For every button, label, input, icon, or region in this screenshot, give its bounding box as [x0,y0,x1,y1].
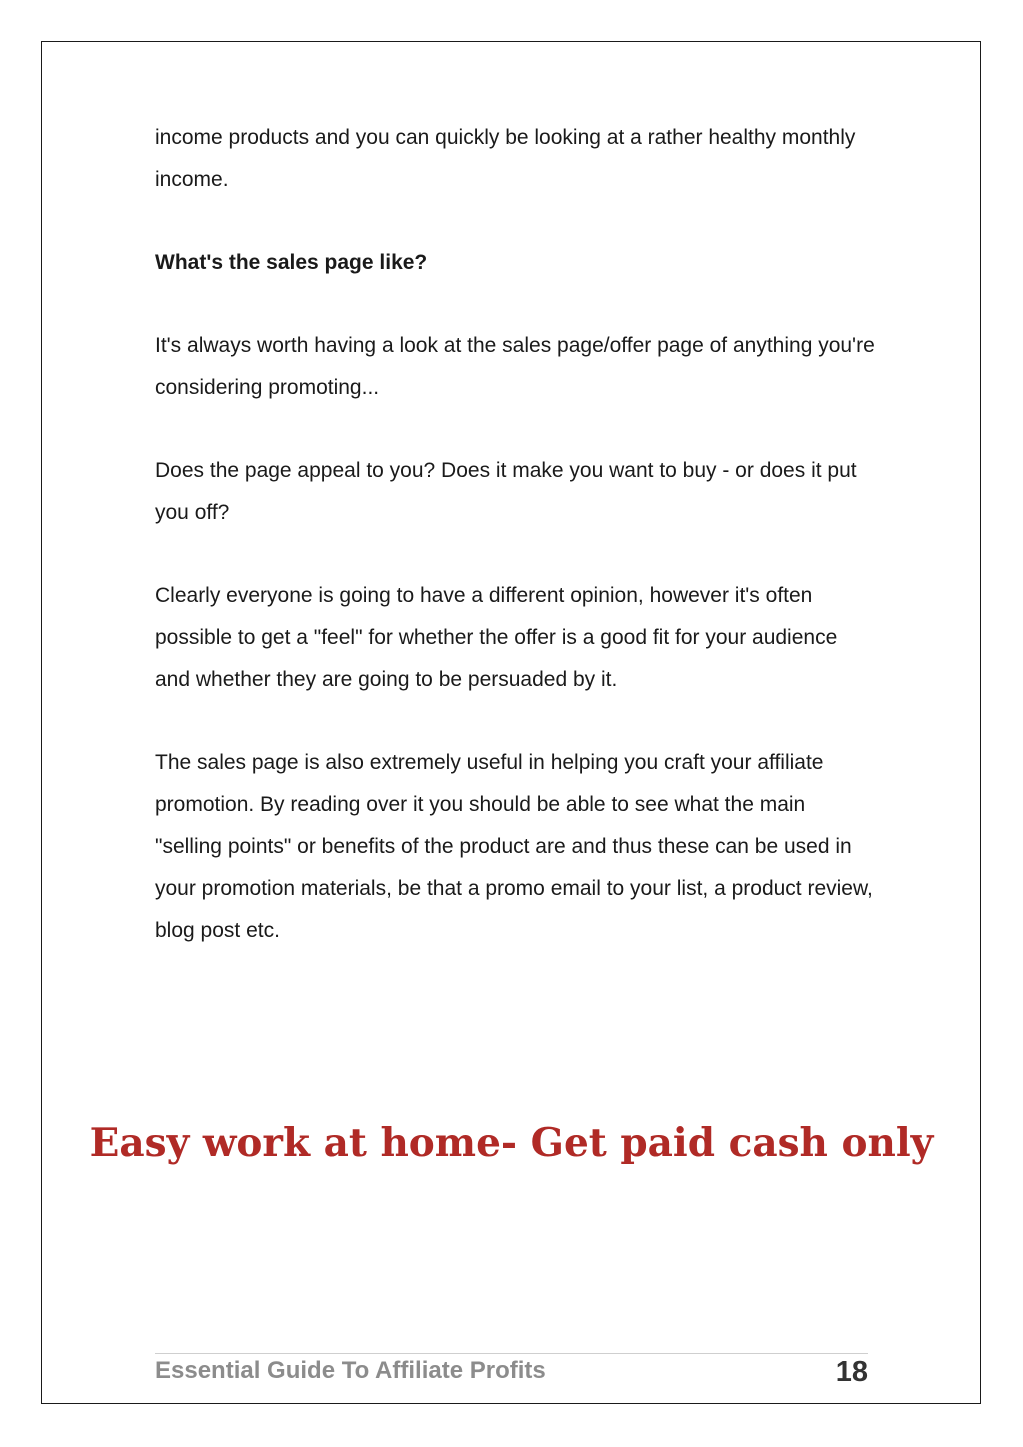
footer-title: Essential Guide To Affiliate Profits [155,1357,546,1384]
paragraph: The sales page is also extremely useful in helping you craft your affiliate promotion. By reading over it you should be able to see what the main "selling points" or benefits of the product are and thus these can be used in your promotion materials, be that a promo email to your list, a product review, blog post etc. [155,751,873,942]
paragraph: It's always worth having a look at the sales page/offer page of anything you're considering promoting... [155,334,875,399]
paragraph: Clearly everyone is going to have a different opinion, however it's often possible to get a "feel" for whether the offer is a good fit for your audience and whether they are going to be persuaded by it. [155,584,838,691]
paragraph: Does the page appeal to you? Does it make you want to buy - or does it put you off? [155,459,857,524]
paragraph: income products and you can quickly be looking at a rather healthy monthly income. [155,126,856,191]
section-heading: What's the sales page like? [155,251,428,274]
footer-divider [155,1353,868,1354]
page-number: 18 [835,1356,868,1388]
promo-link[interactable]: Easy work at home- Get paid cash only [89,1120,934,1166]
body-text [155,117,875,993]
